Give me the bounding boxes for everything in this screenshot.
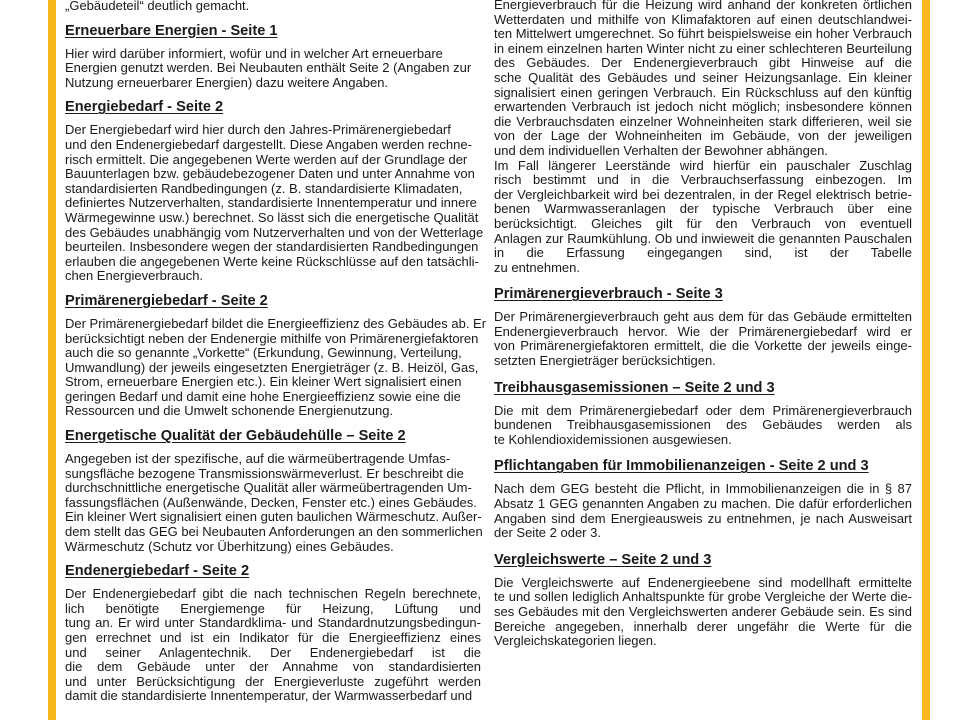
section-treibhausgasemissionen-seite-2-und-3 bbox=[494, 380, 912, 448]
paragraph-line: geringen Bedarf und damit eine hohe Energieeffizienz sowie eine die bbox=[65, 388, 461, 404]
paragraph-line: tung an. Er wird unter Standardklima- und Standardnutzungsbedingun- bbox=[65, 616, 481, 631]
paragraph-line: des Gebäudes unabhängig vom Nutzerverhalten und von der Wetterlage bbox=[65, 224, 484, 240]
section-heading: Primärenergieverbrauch - Seite 3 bbox=[494, 286, 723, 303]
left-column bbox=[65, 0, 487, 704]
paragraph-line: und dem individuellen Verhalten der Bewohner abhängen. bbox=[494, 142, 828, 158]
paragraph-line: lich benötigte Energiemenge für Heizung, Lüftung und bbox=[65, 601, 481, 616]
paragraph-line: Nutzung erneuerbarer Energien) dazu weitere Angaben. bbox=[65, 74, 389, 90]
paragraph-line: durchschnittliche energetische Qualität aller wärmeübertragenden Um- bbox=[65, 480, 472, 496]
paragraph-line: die Verbrauchsdaten einzelner Wohneinheiten stark differieren, weil sie bbox=[494, 114, 912, 129]
paragraph-line: und seiner Anlagentechnik. Der Endenergiebedarf ist die bbox=[65, 645, 481, 660]
paragraph-line: zu entnehmen. bbox=[494, 259, 581, 275]
section-primarenergiebedarf-seite-2 bbox=[65, 292, 487, 419]
paragraph-line: Wärmeschutz (Schutz vor Überhitzung) eines Gebäudes. bbox=[65, 538, 394, 554]
paragraph-line: der Seite 2 oder 3. bbox=[494, 525, 601, 541]
section-heading: Erneuerbare Energien - Seite 1 bbox=[65, 22, 278, 39]
paragraph-line: te Kohlendioxidemissionen ausgewiesen. bbox=[494, 431, 732, 447]
paragraph-line: Die mit dem Primärenergiebedarf oder dem Primärenergieverbrauch bbox=[494, 403, 912, 418]
section-endenergiebedarf-seite-2 bbox=[65, 563, 481, 704]
paragraph-line: und den Endenergiebedarf dargestellt. Diese Angaben werden rechne- bbox=[65, 136, 472, 152]
paragraph bbox=[65, 452, 481, 554]
paragraph-line: Strom, erneuerbare Energien etc.). Ein kleiner Wert signalisiert einen bbox=[65, 374, 462, 390]
paragraph bbox=[494, 576, 912, 649]
paragraph-line: die dem Gebäude unter der Annahme von standardisierten bbox=[65, 660, 481, 675]
accent-bar-right bbox=[922, 0, 930, 720]
paragraph-line: definiertes Nutzerverhalten, standardisierte Innentemperatur und innere bbox=[65, 195, 477, 211]
paragraph-line: risch bestimmt und in die Verbrauchserfassung einbezogen. Im bbox=[494, 173, 912, 188]
paragraph-line: der Vergleichbarkeit wird bei dezentralen, in der Regel elektrisch betrie- bbox=[494, 187, 912, 202]
paragraph-line: von der Lage der Wohneinheiten im Gebäude, von der jeweiligen bbox=[494, 129, 912, 144]
paragraph-line: Wärmegewinne usw.) berechnet. So lässt sich die energetische Qualität bbox=[65, 209, 479, 225]
section-heading: Primärenergiebedarf - Seite 2 bbox=[65, 292, 268, 309]
paragraph-line: risch ermittelt. Die angegebenen Werte werden auf der Grundlage der bbox=[65, 151, 468, 167]
paragraph-line: Umwandlung) der jeweils eingesetzten Energieträger (z. B. Heizöl, Gas, bbox=[65, 359, 479, 375]
paragraph-line: Energien genutzt werden. Bei Neubauten enthält Seite 2 (Angaben zur bbox=[65, 60, 472, 76]
paragraph bbox=[494, 482, 912, 540]
paragraph bbox=[494, 0, 912, 159]
paragraph-line: ten Mittelwert umgerechnet. So führt beispielsweise ein hoher Verbrauch bbox=[494, 27, 912, 42]
paragraph bbox=[494, 159, 912, 276]
paragraph bbox=[65, 122, 484, 284]
paragraph bbox=[494, 310, 912, 368]
paragraph-line: dem stellt das GEG bei Neubauten Anforderungen an den sommerlichen bbox=[65, 524, 483, 540]
section-heading: Vergleichswerte – Seite 2 und 3 bbox=[494, 551, 712, 568]
section-energiebedarf-seite-2 bbox=[65, 99, 484, 284]
paragraph-line: Der Primärenergiebedarf bildet die Energieeffizienz des Gebäudes ab. Er bbox=[65, 315, 487, 331]
paragraph-line: Der Endenergiebedarf gibt die nach technischen Regeln berechnete, bbox=[65, 587, 481, 602]
paragraph-line: benen Warmwasseranlagen der typische Verbrauch über eine bbox=[494, 202, 912, 217]
paragraph-line: Im Fall längerer Leerstände wird hierfür ein pauschaler Zuschlag bbox=[494, 158, 912, 173]
paragraph-line: Vergleichskategorien liegen. bbox=[494, 633, 657, 649]
paragraph-line: sche Qualität des Gebäudes und seiner Heizungsanlage. Ein kleiner bbox=[494, 70, 912, 85]
paragraph-line: des Gebäudes. Der Endenergieverbrauch gibt Hinweise auf die bbox=[494, 56, 912, 71]
paragraph-line: gen errechnet und ist ein Indikator für die Energieeffizienz eines bbox=[65, 631, 481, 645]
paragraph-line: bundenen Treibhausgasemissionen des Gebäudes werden als bbox=[494, 418, 912, 433]
paragraph-line: berücksichtigt neben der Endenergie mithilfe von Primärenergiefaktoren bbox=[65, 330, 479, 346]
paragraph-line: Der Energiebedarf wird hier durch den Jahres-Primärenergiebedarf bbox=[65, 122, 451, 138]
paragraph-line: Angegeben ist der spezifische, auf die wärmeübertragende Umfas- bbox=[65, 451, 451, 467]
paragraph-line: erwartenden Verbrauch ist jedoch nicht möglich; insbesondere können bbox=[494, 100, 912, 115]
paragraph-line: erlauben die angegebenen Werte keine Rückschlüsse auf den tatsächli- bbox=[65, 253, 479, 269]
paragraph-line: signalisiert einen geringen Verbrauch. Ein Rückschluss auf den künftig bbox=[494, 85, 912, 100]
paragraph-line: Angaben sind dem Energieausweis zu entnehmen, je nach Ausweisart bbox=[494, 511, 912, 526]
paragraph-line: Ressourcen und die Umwelt schonende Energienutzung. bbox=[65, 403, 394, 419]
paragraph-line: von Primärenergiefaktoren ermittelt, die die Vorkette der jeweils einge- bbox=[494, 339, 912, 354]
paragraph-line: Bauunterlagen bzw. gebäudebezogener Daten und unter Annahme von bbox=[65, 166, 475, 182]
section-heading: Pflichtangaben für Immobilienanzeigen - Seite 2 und 3 bbox=[494, 458, 869, 475]
paragraph-line: damit die standardisierte Innentemperatur, der Warmwasserbedarf und bbox=[65, 688, 473, 704]
section-vergleichswerte-seite-2-und-3 bbox=[494, 552, 912, 649]
paragraph bbox=[65, 0, 481, 14]
paragraph-line: fassungsflächen (Außenwände, Decken, Fenster etc.) eines Gebäudes. bbox=[65, 494, 477, 510]
section-pflichtangaben-fur-immobilienanzeigen-seite-2-und-3 bbox=[494, 458, 912, 540]
paragraph-line: und unter Berücksichtigung der Energieverluste zugeführt werden bbox=[65, 674, 481, 689]
section-erneuerbare-energien-seite-1 bbox=[65, 23, 481, 91]
section-energetische-qualitat-der-gebaudehulle-seite-2 bbox=[65, 428, 481, 554]
paragraph-line: Die Vergleichswerte auf Endenergieebene sind modellhaft ermittelte bbox=[494, 575, 912, 590]
paragraph bbox=[65, 315, 487, 419]
paragraph-line: ses Gebäudes mit den Vergleichswerten anderer Gebäude sein. Es sind bbox=[494, 605, 912, 619]
paragraph-line: Hier wird darüber informiert, wofür und in welcher Art erneuerbare bbox=[65, 45, 443, 61]
paragraph-line: „Gebäudeteil“ deutlich gemacht. bbox=[65, 0, 250, 13]
paragraph-line: Ein kleiner Wert signalisiert einen guten baulichen Wärmeschutz. Außer- bbox=[65, 509, 482, 525]
paragraph-line: in einem einzelnen harten Winter nicht zu einer schlechteren Beurteilung bbox=[494, 41, 912, 56]
paragraph-line: Energieverbrauch für die Heizung wird anhand der konkreten örtlichen bbox=[494, 0, 912, 12]
paragraph-line: standardisierten Randbedingungen (z. B. standardisierte Klimadaten, bbox=[65, 180, 463, 196]
paragraph bbox=[494, 404, 912, 448]
paragraph-line: auch die so genannte „Vorkette“ (Erkundung, Gewinnung, Verteilung, bbox=[65, 345, 462, 361]
accent-bar-left bbox=[48, 0, 56, 720]
section-heading: Energetische Qualität der Gebäudehülle – Seite 2 bbox=[65, 428, 406, 445]
paragraph-line: setzten Energieträger berücksichtigen. bbox=[494, 353, 716, 369]
paragraph-line: Der Primärenergieverbrauch geht aus dem für das Gebäude ermittelten bbox=[494, 310, 912, 325]
section-primarenergieverbrauch-seite-3 bbox=[494, 286, 912, 368]
paragraph-line: Wetterdaten und mithilfe von Klimafaktoren auf einen deutschlandwei- bbox=[494, 12, 912, 27]
paragraph-line: berücksichtigt. Gleiches gilt für den Verbrauch von eventuell bbox=[494, 216, 912, 231]
paragraph-line: beurteilen. Insbesondere wegen der standardisierten Randbedingungen bbox=[65, 239, 479, 255]
section-heading: Endenergiebedarf - Seite 2 bbox=[65, 563, 250, 580]
paragraph bbox=[65, 587, 481, 704]
section-heading: Energiebedarf - Seite 2 bbox=[65, 99, 224, 116]
paragraph-line: Bereiche angegeben, innerhalb derer ungefähr die Werte für die bbox=[494, 619, 912, 634]
paragraph bbox=[65, 47, 481, 91]
paragraph-line: sungsfläche bezogene Transmissionswärmeverlust. Er beschreibt die bbox=[65, 465, 464, 481]
paragraph-line: Anlagen zur Raumkühlung. Ob und inwieweit die genannten Pauschalen bbox=[494, 231, 912, 246]
paragraph-line: chen Energieverbrauch. bbox=[65, 268, 204, 284]
paragraph-line: in die Erfassung eingegangen sind, ist der Tabelle bbox=[494, 246, 912, 261]
paragraph-line: Absatz 1 GEG genannten Angaben zu machen. Die dafür erforderlichen bbox=[494, 497, 912, 512]
right-column bbox=[494, 0, 912, 649]
paragraph-line: Nach dem GEG besteht die Pflicht, in Immobilienanzeigen die in § 87 bbox=[494, 482, 912, 497]
section-heading: Treibhausgasemissionen – Seite 2 und 3 bbox=[494, 379, 775, 396]
paragraph-line: te und sollen lediglich Anhaltspunkte für grobe Vergleiche der Werte die- bbox=[494, 590, 912, 605]
paragraph-line: Endenergieverbrauch hervor. Wie der Primärenergiebedarf wird er bbox=[494, 324, 912, 339]
